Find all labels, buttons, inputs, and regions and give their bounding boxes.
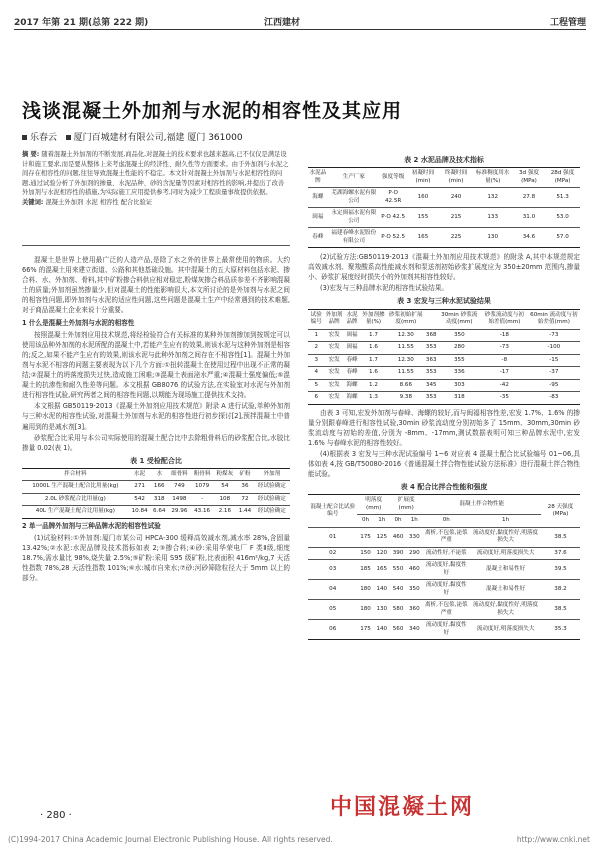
- table-header-cell: 28d 强度(MPa): [545, 168, 580, 188]
- paragraph: 按照混凝土外加剂应用技术规范,将经检验符合有关标准的某种外加剂掺加到按规定可以使用该品种外加剂的水泥所配的混凝土中,若能产生应有的效果,则该水泥与这种外加剂是相容的;反之,如果不能产生应有的效果,则该水泥与此种外加剂之间存在不相容性[1]。混凝土外加剂与水泥不相容的问题主要表现为以下几个方面:①扭转混凝土在使用过程中出现不正常的凝结;②混凝土的坍落度损失过快,造成施工困难;③混凝土表面泌水严重;④混凝土强度偏低;⑤混凝土的抗渗性和耐久性差等问题。本文根据 GB8076 的试验方法,在实验室对水泥与外加剂进行相容性试验,研究两者之间的相容性问题,以期能为现场施工提供技术支持。: [22, 330, 290, 400]
- table-header-cell: 1h: [374, 515, 390, 528]
- table-row: [22, 506, 290, 519]
- table-cell: -15: [528, 354, 580, 367]
- table-cell: -95: [528, 379, 580, 392]
- paragraph: (1)试验材料:①外加剂:厦门市某公司 HPCA-300 缓释高效减水剂,减水率 28%,含固量 13.42%;②水泥:水泥品牌及技术指标如表 2;③掺合料;④砂:采用华荣电厂 F 类Ⅱ级,细度 18.7%,需水量比 98%,烧失量 2.5%;⑤矿粉:采用 S95 级矿粉,比表面积 416m²/kg,7 天活性指数 78%,28 天活性指数 101%;⑥水:城市自来水;⑦砂:河砂筛除粒径大于 5mm 以上的部分。: [22, 533, 290, 583]
- table-cell: 1.2: [360, 379, 386, 392]
- table-cell: 2.0L 砂浆配合比用量(g): [22, 493, 129, 506]
- abstract: [22, 150, 290, 207]
- table-cell: 27.8: [513, 188, 545, 208]
- table-header-cell: 生产厂家: [328, 168, 380, 188]
- abstract-label: 摘 要:: [22, 151, 40, 158]
- table-caption: 表 1 受检配合比: [130, 456, 182, 465]
- table-cell: 海螺: [308, 188, 328, 208]
- table-cell: 165: [374, 560, 390, 580]
- table-cell: 流动度好,明落度损失大: [470, 620, 541, 640]
- table-header-cell: 外加剂品牌: [324, 309, 343, 329]
- section-heading: 1 什么是混凝土外加剂与水泥的相容性: [22, 318, 135, 327]
- table-cell: 72: [236, 493, 254, 506]
- table-cell: -8: [481, 354, 528, 367]
- table-header-cell: 粉煤灰: [213, 468, 236, 481]
- table-cell: 225: [439, 228, 472, 248]
- table-cell: 353: [425, 392, 438, 405]
- keywords-text: 混凝土外加剂 水泥 相容性 配合比验证: [45, 198, 153, 206]
- table-cell: 福建春峰水泥股份有限公司: [328, 228, 380, 248]
- table-cell: 春峰: [308, 228, 328, 248]
- table-cell: 43.16: [191, 506, 214, 519]
- table-cell: 1.3: [360, 392, 386, 405]
- table-cell: 永定闽福水泥有限公司: [328, 208, 380, 228]
- header-rule: [14, 29, 586, 30]
- table-cell: -18: [481, 329, 528, 342]
- table-cell: 01: [308, 527, 357, 547]
- table-row: [308, 547, 580, 560]
- table-cell: 离析,不包浆,泌浆严重: [422, 527, 470, 547]
- table-row: [308, 367, 580, 380]
- table-header-cell: 28 天强度(MPa): [541, 495, 580, 528]
- table-header-cell: 矿粉: [236, 468, 254, 481]
- table-header-cell: 混凝土配合比试验编号: [308, 495, 357, 528]
- table-cell: 166: [151, 481, 169, 494]
- table-cell: 132: [473, 188, 513, 208]
- page-header: [14, 7, 586, 29]
- table-cell: 海螺: [344, 392, 360, 405]
- table-header-cell: 强度等级: [380, 168, 407, 188]
- table-row: [308, 580, 580, 600]
- table-cell: 353: [425, 367, 438, 380]
- paragraph: (3)宏发与三种品牌水泥的相容性试验结果。: [320, 284, 449, 293]
- table-cell: 流动度好,黏度性好: [422, 580, 470, 600]
- table-cell: 29.96: [168, 506, 191, 519]
- table-cell: 40L 生产混凝土配合比用量(kg): [22, 506, 129, 519]
- table-cell: 1498: [168, 493, 191, 506]
- table-header-cell: 标准稠度用水量(%): [473, 168, 513, 188]
- table-row: [308, 228, 580, 248]
- table-cell: 240: [439, 188, 472, 208]
- table-cell: -83: [528, 392, 580, 405]
- keywords-label: 关键词:: [22, 198, 44, 206]
- table-cell: 355: [438, 354, 481, 367]
- table-row: [308, 560, 580, 580]
- table-cell: 6: [308, 392, 324, 405]
- table-row: [308, 342, 580, 355]
- table-cell: 流动度好,黏度性好,明落度损失大: [470, 600, 541, 620]
- table-cell: 06: [308, 620, 357, 640]
- table-cell: 185: [357, 560, 373, 580]
- table-cell: 6.64: [151, 506, 169, 519]
- table-cell: 290: [406, 547, 422, 560]
- table-cell: 215: [439, 208, 472, 228]
- table-cell: 2: [308, 342, 324, 355]
- table-cell: 318: [438, 392, 481, 405]
- copyright-footer: (C)1994-2017 China Academic Journal Electronic Publishing House. All rights reserved.: [8, 835, 333, 844]
- table-row: [308, 600, 580, 620]
- footer-url: http://www.cnki.net: [516, 835, 590, 844]
- table-cell: 560: [390, 620, 406, 640]
- table-cell: 175: [357, 527, 373, 547]
- table-caption: 表 2 水泥品牌及技术指标: [404, 156, 484, 164]
- table-cell: -73: [481, 342, 528, 355]
- table-cell: 1.6: [360, 367, 386, 380]
- table-cell: -73: [528, 329, 580, 342]
- table-cell: 混凝土和易性好: [470, 580, 541, 600]
- table-cell: -: [191, 493, 214, 506]
- table-cell: 31.0: [513, 208, 545, 228]
- table-cell: 流动性好,不泌浆: [422, 547, 470, 560]
- table-compatibility-results: [308, 309, 580, 405]
- table-header-cell: [425, 309, 438, 329]
- table-cell: 540: [390, 580, 406, 600]
- table-cell: 经试验确定: [254, 481, 290, 494]
- table-row: [22, 493, 290, 506]
- table-cell: 流动度好,黏度性好,明落度损失大: [470, 527, 541, 547]
- table-row: [308, 392, 580, 405]
- table-cell: 宏发: [324, 392, 343, 405]
- table-header-cell: 初凝时间(min): [406, 168, 439, 188]
- table-row: [308, 208, 580, 228]
- table-header-cell: 粗骨料: [191, 468, 214, 481]
- abstract-rule: [22, 245, 290, 246]
- table-cell: 流动度好,黏度性好: [422, 560, 470, 580]
- paragraph: (2)试验方法:GB50119-2013《混凝土外加剂应用技术规范》的附录 A,其中本规范规定高效减水剂、聚羧酸系高性能减水剂和泵送剂初始砂浆扩展度应为 350±20mm 范围内,掺量小、砂浆扩展度经时损失小的外加剂其相容性较好。: [308, 253, 580, 282]
- paragraph: 本文根据 GB50119-2013《混凝土外加剂应用技术规范》附录 A 进行试验,单种外加剂与三种水泥的相容性试验,对混凝土外加剂与水泥的相容性进行初步探讨[2],预拌混凝土中普遍用到的是减水剂[3]。: [22, 402, 290, 431]
- table-cell: 11.55: [387, 342, 425, 355]
- table-cell: 离析,不包浆,泌浆严重: [422, 600, 470, 620]
- table-cell: 1.7: [360, 354, 386, 367]
- table-cell: 35.3: [541, 620, 580, 640]
- table-cell: P·O 42.5R: [380, 188, 407, 208]
- bullet-icon: [22, 135, 27, 140]
- table-cell: 51.3: [545, 188, 580, 208]
- table-header-cell: 混凝土拌合物性能: [422, 495, 541, 515]
- table-cell: 宏发: [324, 329, 343, 342]
- table-header-cell: 3d 强度(MPa): [513, 168, 545, 188]
- table-row: [308, 188, 580, 208]
- table-cell: 350: [438, 329, 481, 342]
- table-header-cell: 扩展度(mm): [390, 495, 423, 515]
- table-cell: 160: [406, 188, 439, 208]
- table-cell: 38.5: [541, 527, 580, 547]
- right-column: [308, 152, 580, 640]
- table-row: [308, 329, 580, 342]
- table-cell: 749: [168, 481, 191, 494]
- table-cell: 39.5: [541, 560, 580, 580]
- section-name: 工程管理: [549, 18, 586, 28]
- journal-name: 江西建材: [264, 18, 301, 28]
- table-cell: P·O 52.5: [380, 228, 407, 248]
- table-cell: 140: [374, 580, 390, 600]
- table-cell: 1.44: [236, 506, 254, 519]
- table-cell: 1.6: [360, 342, 386, 355]
- table-header-cell: 水泥: [129, 468, 151, 481]
- table-header-cell: 细骨料: [168, 468, 191, 481]
- table-header-cell: 60min 流动度与初始差值(mm): [528, 309, 580, 329]
- table-cell: 38.5: [541, 600, 580, 620]
- table-header-cell: 终凝时间(min): [439, 168, 472, 188]
- table-header-cell: 砂浆初始扩展度(mm): [387, 309, 425, 329]
- table-header-cell: 水: [151, 468, 169, 481]
- table-row: [22, 481, 290, 494]
- table-cell: 4: [308, 367, 324, 380]
- table-cell: 1000L 生产混凝土配合比用量(kg): [22, 481, 129, 494]
- table-cell: 经试验确定: [254, 493, 290, 506]
- table-cell: 34.6: [513, 228, 545, 248]
- table-cell: -42: [481, 379, 528, 392]
- table-row: [308, 527, 580, 547]
- table-header-cell: 明落度(mm): [357, 495, 390, 515]
- table-cell: 闽福: [308, 208, 328, 228]
- table-row: [308, 379, 580, 392]
- table-cell: 353: [425, 342, 438, 355]
- paragraph: 混凝土是世界上使用最广泛的人造产品,是除了水之外的世界上最常使用的物质。大约 66% 的混凝土用来建立街道、公路和其他基础设施。其中混凝土的五大原材料包括水泥、掺合料、水、外加剂、骨料,其中矿粉掺合料供应相对稳定,粉煤灰掺合料品质参差不齐影响混凝土的质量;外加剂虽然掺量少,但对混凝土的性能影响很大,本文所讨论的是外加剂与水泥之间的相容性问题,即外加剂与水泥的适应性问题,这些问题是混凝土生产中经常遇到的技术难题,对于商品混凝土企业来说十分重要。: [22, 256, 290, 315]
- left-column: [22, 255, 290, 584]
- table-header-cell: 1h: [470, 515, 541, 528]
- table-cell: 宏发: [324, 354, 343, 367]
- table-header-cell: 0h: [422, 515, 470, 528]
- table-cell: 02: [308, 547, 357, 560]
- table-cell: 125: [374, 527, 390, 547]
- table-header-cell: 水泥品牌: [308, 168, 328, 188]
- table-cell: 宏发: [324, 367, 343, 380]
- paragraph: 由表 3 可知,宏发外加剂与春峰、海螺的较好,而与闽福相容性差,宏发 1.7%、1.6% 的掺量分别跟春峰进行相容性试验,30min 砂浆流动度分别初始多了 15mm、30mm,30min 砂浆流动度与初始的差值,分别为 -8mm、-17mm,测试数据表明可知三种品牌水泥中,宏发 1.6% 与春峰水泥的相容性较好。: [308, 408, 580, 447]
- table-cell: 1.7: [360, 329, 386, 342]
- table-cell: 3: [308, 354, 324, 367]
- table-cell: 53.0: [545, 208, 580, 228]
- table-cell: 9.38: [387, 392, 425, 405]
- author-affiliation: 厦门百城建材有限公司,福建 厦门 361000: [73, 133, 243, 143]
- table-cell: 180: [357, 580, 373, 600]
- table-cell: 133: [473, 208, 513, 228]
- table-cell: 150: [357, 547, 373, 560]
- article-title: 浅谈混凝土外加剂与水泥的相容性及其应用: [22, 100, 403, 122]
- table-header-cell: 水泥品牌: [344, 309, 360, 329]
- table-cell: 36: [236, 481, 254, 494]
- table-cell: 11.55: [387, 367, 425, 380]
- table-cell: 550: [390, 560, 406, 580]
- abstract-text: 随着混凝土外加剂的不断发展,商品化,对混凝土的技术要求也越来越高,已不仅仅是满足设计和施工要求,而是要从整体上来考虑混凝土的经济性、耐久性等方面要求。由于外加剂与水泥之间存在相容性的问题,往往导致混凝土性能的不稳定。本文针对混凝土外加剂与水泥相容性的问题,通过试验分析了外加剂的掺量、水泥品种、砂的含泥量等因素对相容性的影响,并提出了改善外加剂与水泥相容性的措施,为实际施工应用提供参考,同时为减少工程质量事故提供依据。: [22, 151, 289, 196]
- table-cell: 318: [151, 493, 169, 506]
- table-cell: 368: [425, 329, 438, 342]
- table-header-cell: 1h: [406, 515, 422, 528]
- table-cell: 春峰: [344, 354, 360, 367]
- table-cell: 180: [357, 600, 373, 620]
- table-cell: 流动度好,黏度性好: [422, 620, 470, 640]
- table-cell: 12.30: [387, 329, 425, 342]
- table-cell: 8.66: [387, 379, 425, 392]
- table-cell: 108: [213, 493, 236, 506]
- table-header-cell: 30min 砂浆流动度(mm): [438, 309, 481, 329]
- table-cell: 2.16: [213, 506, 236, 519]
- table-cell: -17: [481, 367, 528, 380]
- table-cell: 330: [406, 527, 422, 547]
- table-cell: 460: [390, 527, 406, 547]
- section-heading: 2 单一品牌外加剂与三种品牌水泥的相容性试验: [22, 521, 161, 530]
- table-cell: 5: [308, 379, 324, 392]
- table-cell: 542: [129, 493, 151, 506]
- table-cell: 04: [308, 580, 357, 600]
- table-cell: 37.6: [541, 547, 580, 560]
- paragraph: (4)根据表 3 宏发与三种水泥试验编号 1~6 对应表 4 混凝土配合比试验编号 01~06,具体如表 4,按 GB/T50080-2016《普通混凝土拌合物性能试验方法标准》进行混凝土拌合物性能试验。: [308, 449, 580, 479]
- table-cell: 336: [438, 367, 481, 380]
- table-cell: 闽福: [344, 329, 360, 342]
- table-cell: -35: [481, 392, 528, 405]
- table-mix-ratio: [22, 468, 290, 519]
- table-row: [308, 620, 580, 640]
- issue-label: 2017 年第 21 期(总第 222 期): [14, 18, 149, 28]
- table-cell: 05: [308, 600, 357, 620]
- paragraph: 砂浆配合比采用与本公司实际使用的混凝土配合比中去除粗骨料后的砂浆配合比,水胶比掺量 0.02(表 1)。: [22, 433, 290, 452]
- table-cell: 经试验确定: [254, 506, 290, 519]
- table-caption: 表 3 宏发与三种水泥试验结果: [397, 297, 491, 306]
- table-cell: -37: [528, 367, 580, 380]
- table-cell: 120: [374, 547, 390, 560]
- table-cell: P·O 42.5: [380, 208, 407, 228]
- table-cell: 1079: [191, 481, 214, 494]
- table-cell: 12.30: [387, 354, 425, 367]
- table-cell: 宏发: [324, 379, 343, 392]
- bullet-icon: [66, 135, 71, 140]
- table-cell: 155: [406, 208, 439, 228]
- table-header-cell: 外加剂: [254, 468, 290, 481]
- table-cell: 340: [406, 620, 422, 640]
- table-cell: 57.0: [545, 228, 580, 248]
- table-cell: 460: [406, 560, 422, 580]
- table-cell: 闽福: [344, 342, 360, 355]
- table-cement-brands: [308, 167, 580, 248]
- table-cell: 390: [390, 547, 406, 560]
- table-cell: 271: [129, 481, 151, 494]
- table-cell: 1: [308, 329, 324, 342]
- table-concrete-performance: [308, 494, 580, 640]
- table-cell: 130: [473, 228, 513, 248]
- author-name: 乐春云: [30, 133, 58, 143]
- table-cell: 580: [390, 600, 406, 620]
- table-row: [308, 354, 580, 367]
- table-cell: 175: [357, 620, 373, 640]
- table-cell: 芜湖海螺水泥有限公司: [328, 188, 380, 208]
- table-header-cell: 0h: [357, 515, 373, 528]
- table-header-cell: 试验编号: [308, 309, 324, 329]
- table-cell: 春峰: [344, 367, 360, 380]
- table-cell: 350: [406, 580, 422, 600]
- table-cell: 345: [425, 379, 438, 392]
- table-cell: 130: [374, 600, 390, 620]
- table-cell: 03: [308, 560, 357, 580]
- table-header-cell: 砂浆流动度与初始差值(mm): [481, 309, 528, 329]
- table-cell: 303: [438, 379, 481, 392]
- site-watermark: 中国混凝土网: [330, 795, 475, 820]
- table-header-cell: 拌合材料: [22, 468, 129, 481]
- author-line: [22, 130, 243, 143]
- table-cell: 38.2: [541, 580, 580, 600]
- table-cell: 10.84: [129, 506, 151, 519]
- table-cell: 165: [406, 228, 439, 248]
- table-caption: 表 4 配合比拌合性能和强度: [400, 483, 488, 492]
- page-number: · 280 ·: [40, 810, 72, 821]
- table-cell: 140: [374, 620, 390, 640]
- table-cell: 363: [425, 354, 438, 367]
- table-cell: 280: [438, 342, 481, 355]
- table-cell: 混凝土和易性好: [470, 560, 541, 580]
- table-cell: 海螺: [344, 379, 360, 392]
- table-cell: 360: [406, 600, 422, 620]
- table-cell: -100: [528, 342, 580, 355]
- table-cell: 54: [213, 481, 236, 494]
- table-cell: 流动度好,明落度损失大: [470, 547, 541, 560]
- table-header-cell: 0h: [390, 515, 406, 528]
- table-header-cell: 外加剂掺量(%): [360, 309, 386, 329]
- table-cell: 宏发: [324, 342, 343, 355]
